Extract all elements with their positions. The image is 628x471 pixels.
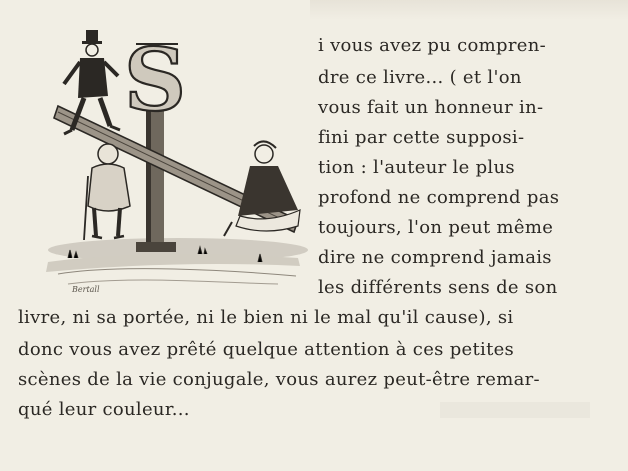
page-bleed-through-lower (440, 402, 590, 418)
text-line: dire ne comprend jamais (318, 247, 552, 268)
letter-s-ornament (124, 30, 186, 131)
text-line: donc vous avez prêté quelque attention à ces petites (18, 339, 515, 360)
page-bleed-through (310, 0, 628, 20)
text-line: profond ne comprend pas (318, 187, 560, 208)
text-line: vous fait un honneur in- (318, 97, 544, 118)
text-line: tion : l'auteur le plus (318, 157, 515, 178)
woman-in-bonnet-figure (224, 141, 300, 236)
text-line: livre, ni sa portée, ni le bien ni le mal qu'il cause), si (18, 307, 514, 328)
text-line: i vous avez pu compren- (318, 35, 546, 56)
artist-signature: Bertall (72, 285, 100, 294)
old-man-with-cane-figure (84, 144, 130, 240)
svg-text:S: S (123, 30, 187, 131)
text-line: fini par cette supposi- (318, 127, 525, 148)
text-line: dre ce livre... ( et l'on (318, 67, 522, 88)
text-line: qué leur couleur... (18, 399, 190, 420)
text-line: scènes de la vie conjugale, vous aurez peut-être remar- (18, 369, 540, 390)
seesaw-illustration (28, 26, 310, 298)
ground-shadow (46, 238, 308, 284)
text-line: toujours, l'on peut même (318, 217, 554, 238)
text-line: les différents sens de son (318, 277, 558, 298)
